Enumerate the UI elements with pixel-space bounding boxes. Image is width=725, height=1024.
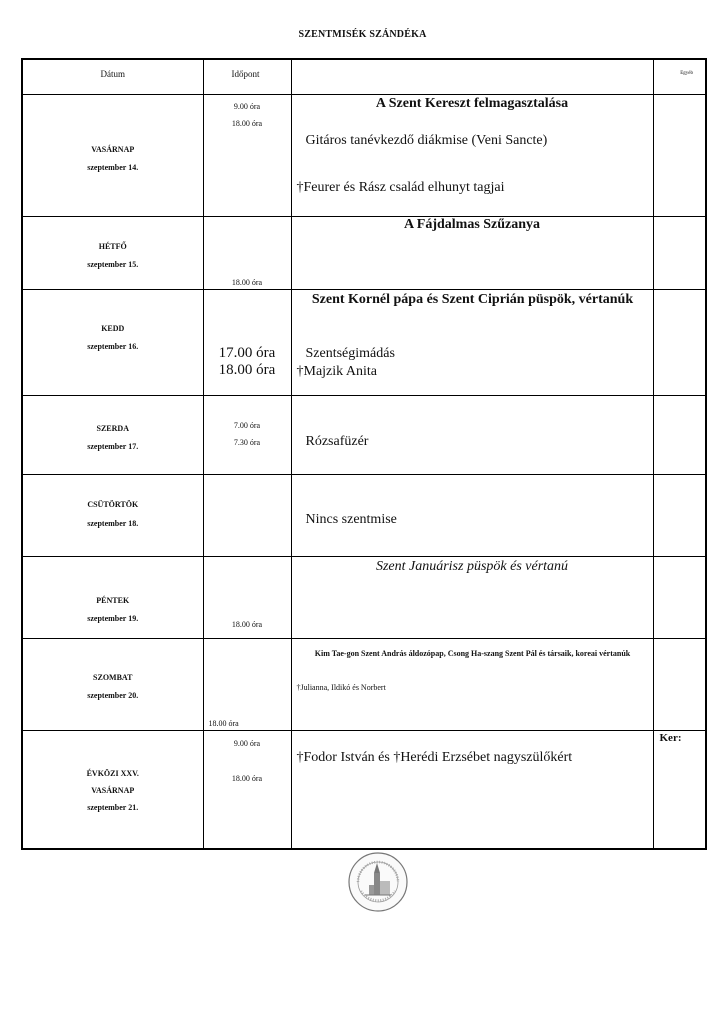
time-value: 18.00 óra (208, 719, 239, 728)
time-cell (203, 639, 291, 731)
page-title: SZENTMISÉK SZÁNDÉKA (298, 29, 427, 40)
day-name: VASÁRNAP (91, 145, 135, 154)
time-cell (203, 731, 291, 849)
intention-text: †Feurer és Rász család elhunyt tagjai (296, 180, 505, 195)
day-cell (22, 95, 203, 217)
day-date: szeptember 15. (87, 260, 139, 269)
intention-text: Nincs szentmise (305, 512, 397, 527)
mass-intentions-table (21, 58, 707, 850)
intent-cell (291, 396, 653, 475)
day-date: szeptember 18. (87, 519, 139, 528)
other-cell (653, 475, 706, 557)
time-value: 18.00 óra (231, 620, 263, 629)
table-row (22, 475, 706, 557)
feast-title: A Szent Kereszt felmagasztalása (375, 96, 569, 111)
table-row (22, 290, 706, 396)
feast-title: Szent Januárisz püspök és vértanú (375, 559, 569, 574)
intent-cell (291, 217, 653, 290)
table-header-row (22, 59, 706, 95)
day-date: szeptember 20. (87, 691, 139, 700)
intent-cell (291, 639, 653, 731)
table-row (22, 217, 706, 290)
other-cell (653, 95, 706, 217)
header-date: Dátum (22, 59, 203, 95)
feast-title: Kim Tae-gon Szent András áldozópap, Csong Ha-szang Szent Pál és társaik, koreai vértanúk (314, 649, 631, 658)
time-value: 18.00 óra (231, 774, 263, 783)
feast-title: A Fájdalmas Szűzanya (403, 217, 541, 232)
day-name-2: VASÁRNAP (91, 786, 135, 795)
intention-text: †Majzik Anita (296, 364, 377, 379)
day-name: CSÜTÖRTÖK (87, 500, 139, 509)
header-time: Időpont (203, 59, 291, 95)
intent-cell (291, 95, 653, 217)
day-name: ÉVKÖZI XXV. (86, 769, 139, 778)
day-name: PÉNTEK (96, 596, 130, 605)
time-value: 18.00 óra (218, 362, 276, 378)
time-cell (203, 475, 291, 557)
intention-text: †Fodor István és †Herédi Erzsébet nagyszülőkért (296, 750, 573, 765)
time-value: 9.00 óra (233, 102, 261, 111)
time-value: 18.00 óra (231, 119, 263, 128)
time-cell (203, 290, 291, 396)
intent-cell (291, 475, 653, 557)
day-cell (22, 217, 203, 290)
other-cell (653, 290, 706, 396)
day-date: szeptember 19. (87, 614, 139, 623)
day-cell (22, 396, 203, 475)
other-cell (653, 731, 706, 849)
day-cell (22, 475, 203, 557)
intention-text: Gitáros tanévkezdő diákmise (Veni Sancte) (305, 133, 548, 148)
table-row (22, 557, 706, 639)
intent-cell (291, 557, 653, 639)
day-cell (22, 639, 203, 731)
time-cell (203, 95, 291, 217)
day-date: szeptember 17. (87, 442, 139, 451)
day-cell (22, 557, 203, 639)
time-value: 7.00 óra (233, 421, 261, 430)
time-value: 17.00 óra (218, 345, 276, 361)
time-value: 7.30 óra (233, 438, 261, 447)
intention-text: Szentségimádás (305, 346, 395, 361)
day-name: HÉTFŐ (98, 242, 127, 251)
day-date: szeptember 21. (87, 803, 139, 812)
parish-seal-icon (347, 851, 409, 918)
intent-cell (291, 731, 653, 849)
other-cell (653, 396, 706, 475)
other-cell (653, 557, 706, 639)
time-cell (203, 217, 291, 290)
day-date: szeptember 16. (87, 342, 139, 351)
day-date: szeptember 14. (87, 163, 139, 172)
time-value: 18.00 óra (231, 278, 263, 287)
intent-cell (291, 290, 653, 396)
other-cell (653, 217, 706, 290)
feast-title: Szent Kornél pápa és Szent Ciprián püspök, vértanúk (311, 292, 634, 307)
intention-text: †Julianna, Ildikó és Norbert (296, 683, 386, 692)
header-other: Egyéb (653, 59, 706, 95)
day-name: KEDD (101, 324, 125, 333)
day-name: SZERDA (96, 424, 129, 433)
day-name: SZOMBAT (93, 673, 133, 682)
other-cell (653, 639, 706, 731)
time-value: 9.00 óra (233, 739, 261, 748)
day-cell (22, 731, 203, 849)
table-row (22, 396, 706, 475)
header-intent (291, 59, 653, 95)
other-note: Ker: (659, 732, 682, 744)
time-cell (203, 557, 291, 639)
day-cell (22, 290, 203, 396)
table-row (22, 731, 706, 849)
time-cell (203, 396, 291, 475)
intention-text: Rózsafüzér (305, 434, 369, 449)
table-row (22, 639, 706, 731)
table-row (22, 95, 706, 217)
